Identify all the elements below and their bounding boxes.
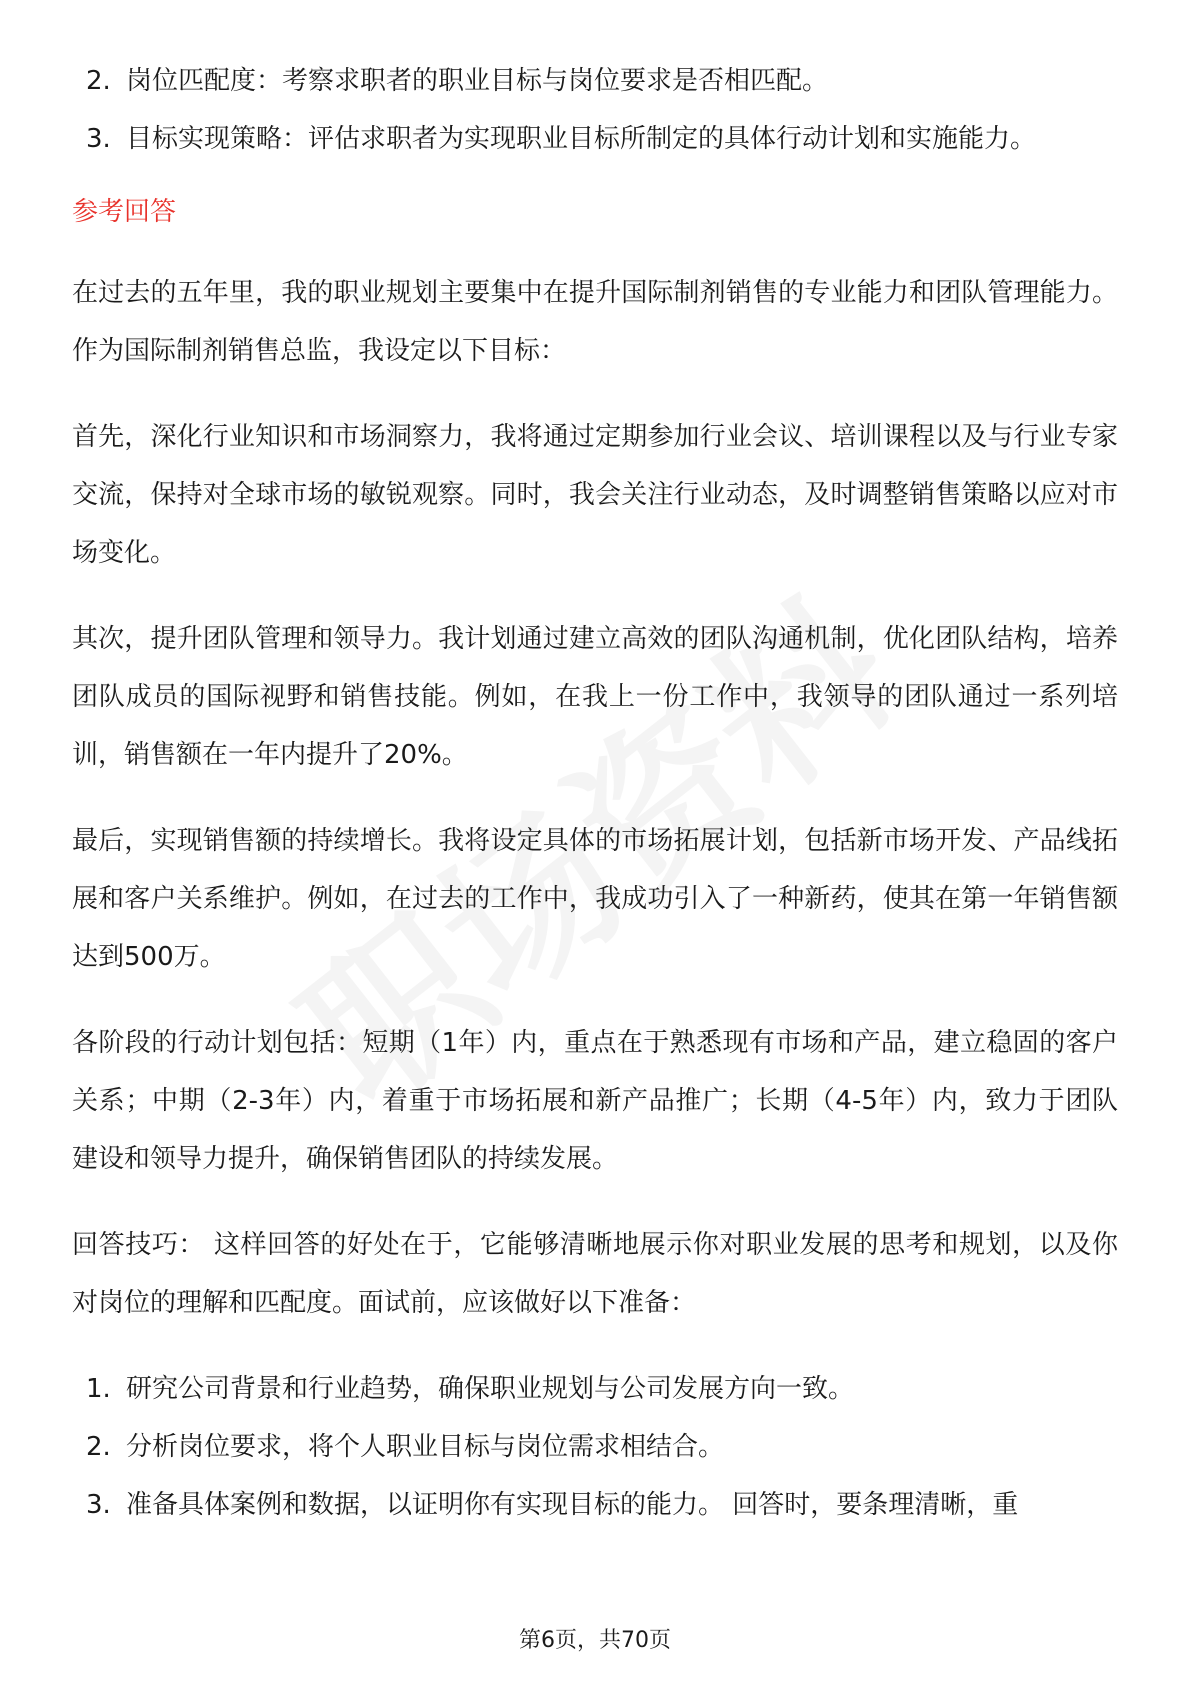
list-item-text: 研究公司背景和行业趋势，确保职业规划与公司发展方向一致。 xyxy=(126,1374,855,1404)
list-item xyxy=(72,1418,1118,1476)
list-item-number: 1. xyxy=(86,1374,111,1404)
list-item-text: 准备具体案例和数据，以证明你有实现目标的能力。 回答时，要条理清晰，重 xyxy=(126,1490,1019,1520)
paragraph-action-plan: 各阶段的行动计划包括：短期（1年）内，重点在于熟悉现有市场和产品，建立稳固的客户关系；中期（2-3年）内，着重于市场拓展和新产品推广；长期（4-5年）内，致力于团队建设和领导力提升，确保销售团队的持续发展。 xyxy=(72,1028,1118,1174)
section-title: 参考回答 xyxy=(72,197,177,227)
paragraph-tips: 回答技巧： 这样回答的好处在于，它能够清晰地展示你对职业发展的思考和规划，以及你对岗位的理解和匹配度。面试前，应该做好以下准备： xyxy=(72,1230,1118,1318)
list-item xyxy=(72,110,1118,168)
bottom-numbered-list xyxy=(72,1360,1118,1534)
list-item-text: 目标实现策略：评估求职者为实现职业目标所制定的具体行动计划和实施能力。 xyxy=(126,124,1037,154)
paragraph-first: 首先，深化行业知识和市场洞察力，我将通过定期参加行业会议、培训课程以及与行业专家交流，保持对全球市场的敏锐观察。同时，我会关注行业动态，及时调整销售策略以应对市场变化。 xyxy=(72,422,1118,568)
list-item-number: 2. xyxy=(86,66,111,96)
list-item xyxy=(72,52,1118,110)
paragraph-second: 其次，提升团队管理和领导力。我计划通过建立高效的团队沟通机制，优化团队结构，培养团队成员的国际视野和销售技能。例如，在我上一份工作中，我领导的团队通过一系列培训，销售额在一年内提升了20%。 xyxy=(72,624,1118,770)
list-item-number: 3. xyxy=(86,1490,111,1520)
list-item xyxy=(72,1476,1118,1534)
top-numbered-list xyxy=(72,52,1118,168)
list-item-text: 分析岗位要求，将个人职业目标与岗位需求相结合。 xyxy=(126,1432,725,1462)
list-item-text: 岗位匹配度：考察求职者的职业目标与岗位要求是否相匹配。 xyxy=(126,66,829,96)
paragraph-intro: 在过去的五年里，我的职业规划主要集中在提升国际制剂销售的专业能力和团队管理能力。作为国际制剂销售总监，我设定以下目标： xyxy=(72,278,1118,366)
list-item xyxy=(72,1360,1118,1418)
paragraph-last: 最后，实现销售额的持续增长。我将设定具体的市场拓展计划，包括新市场开发、产品线拓展和客户关系维护。例如，在过去的工作中，我成功引入了一种新药，使其在第一年销售额达到500万。 xyxy=(72,826,1118,972)
list-item-number: 2. xyxy=(86,1432,111,1462)
page-footer: 第6页，共70页 xyxy=(519,1628,671,1653)
document-page xyxy=(72,52,1118,1534)
list-item-number: 3. xyxy=(86,124,111,154)
